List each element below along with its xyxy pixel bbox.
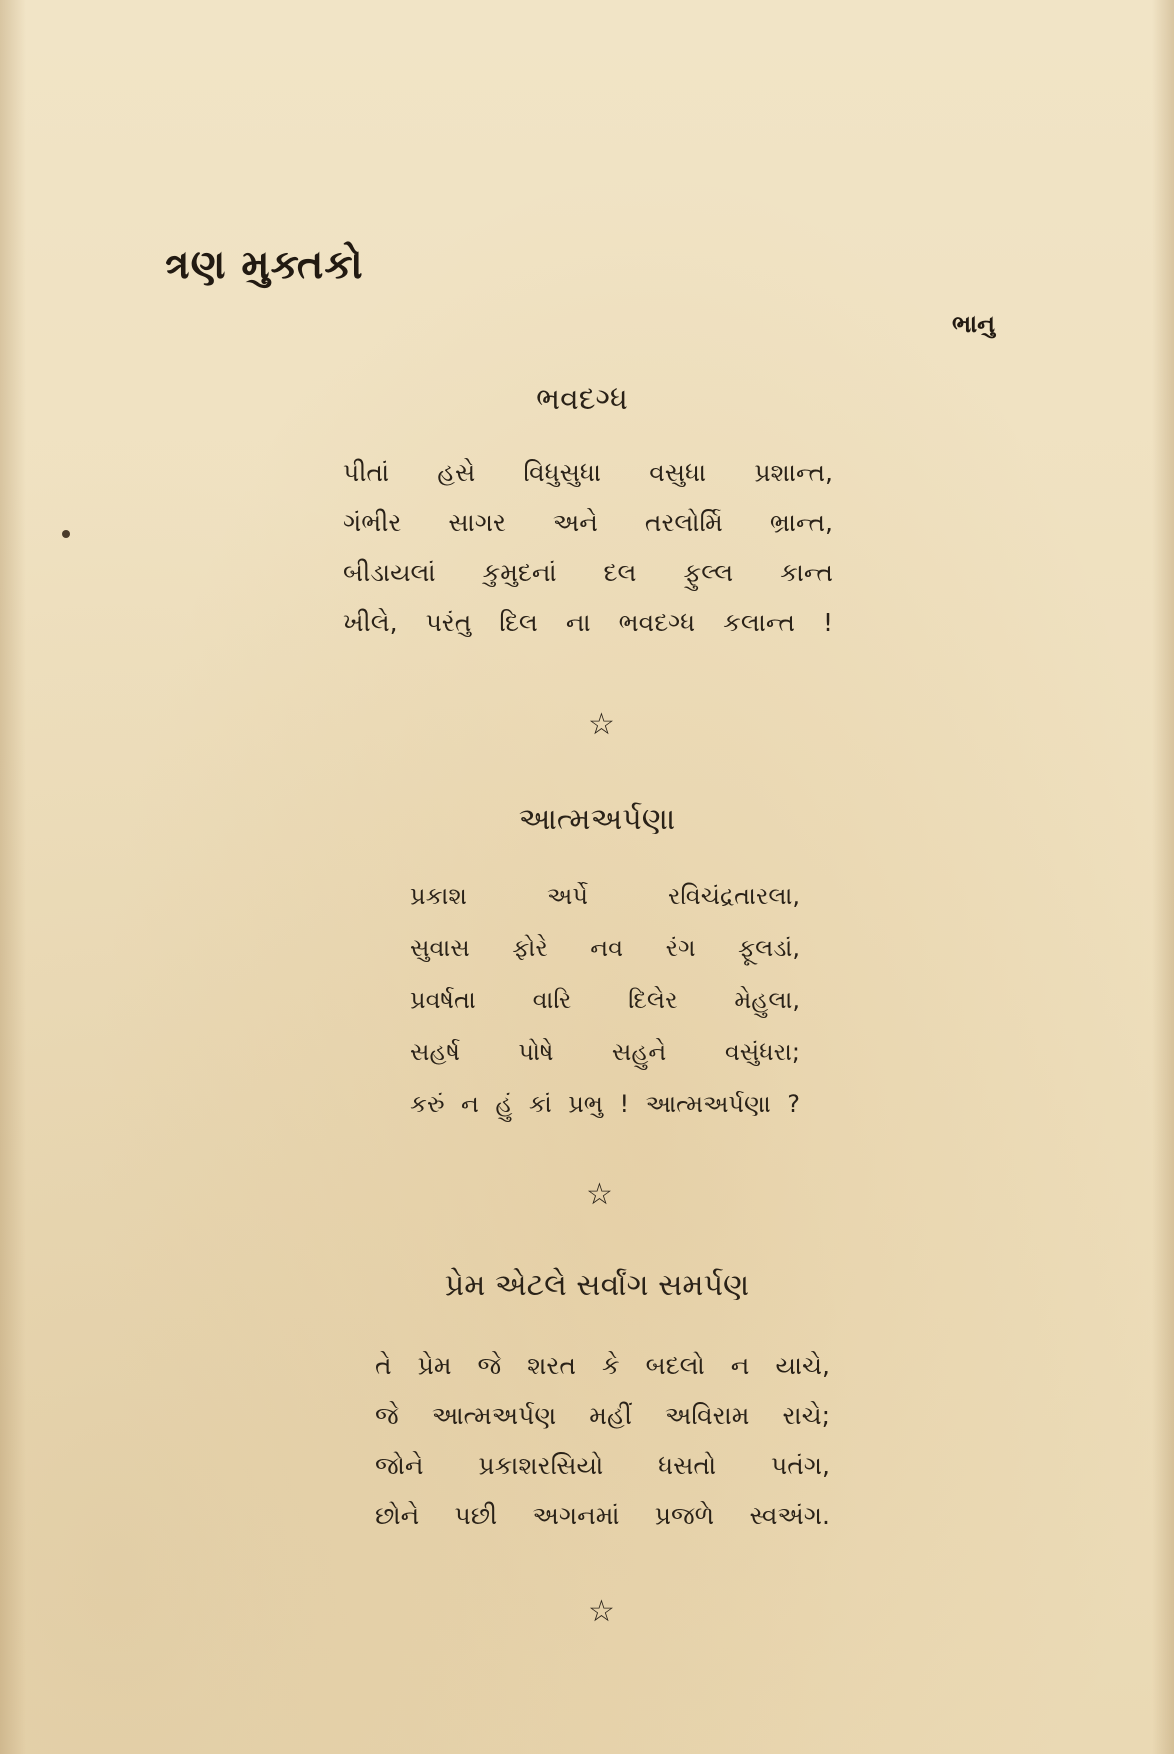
star-separator-icon: ☆: [586, 1177, 613, 1212]
paper-speck: [62, 530, 70, 538]
poem-heading: ભવદગ્ધ: [536, 382, 628, 417]
star-separator-icon: ☆: [588, 707, 615, 742]
author-name: ભાનુ: [952, 310, 995, 338]
poem-line: જે આત્મઅર્પણ મહીં અવિરામ રાચે;: [375, 1401, 830, 1430]
poem-stanza: [410, 882, 800, 1142]
poem-line: જોને પ્રકાશરસિયો ધસતો પતંગ,: [375, 1451, 830, 1480]
poem-line: કરું ન હું કાં પ્રભુ ! આત્મઅર્પણા ?: [410, 1090, 800, 1118]
poem-heading: આત્મઅર્પણા: [518, 802, 676, 837]
poem-line: પીતાં હસે વિધુસુધા વસુધા પ્રશાન્ત,: [343, 458, 833, 487]
poem-heading: પ્રેમ એટલે સર્વાંગ સમર્પણ: [444, 1268, 750, 1303]
page-title: ત્રણ મુક્તકો: [165, 242, 364, 288]
poem-line: સહર્ષ પોષે સહુને વસુંધરા;: [410, 1038, 800, 1066]
poem-line: છોને પછી અગનમાં પ્રજળે સ્વઅંગ.: [375, 1501, 830, 1530]
star-separator-icon: ☆: [588, 1594, 615, 1629]
poem-line: સુવાસ ફોરે નવ રંગ ફૂલડાં,: [410, 934, 800, 962]
poem-stanza: [375, 1351, 830, 1551]
poem-line: બીડાયલાં કુમુદનાં દલ ફુલ્લ કાન્ત: [343, 558, 833, 587]
poem-line: ગંભીર સાગર અને તરલોર્મિ ભ્રાન્ત,: [343, 508, 833, 537]
poem-line: પ્રકાશ અર્પે રવિચંદ્રતારલા,: [410, 882, 800, 910]
poem-line: તે પ્રેમ જે શરત કે બદલો ન યાચે,: [375, 1351, 830, 1380]
poem-line: ખીલે, પરંતુ દિલ ના ભવદગ્ધ કલાન્ત !: [343, 608, 833, 637]
poem-stanza: [343, 458, 833, 658]
poem-line: પ્રવર્ષતા વારિ દિલેર મેહુલા,: [410, 986, 800, 1014]
